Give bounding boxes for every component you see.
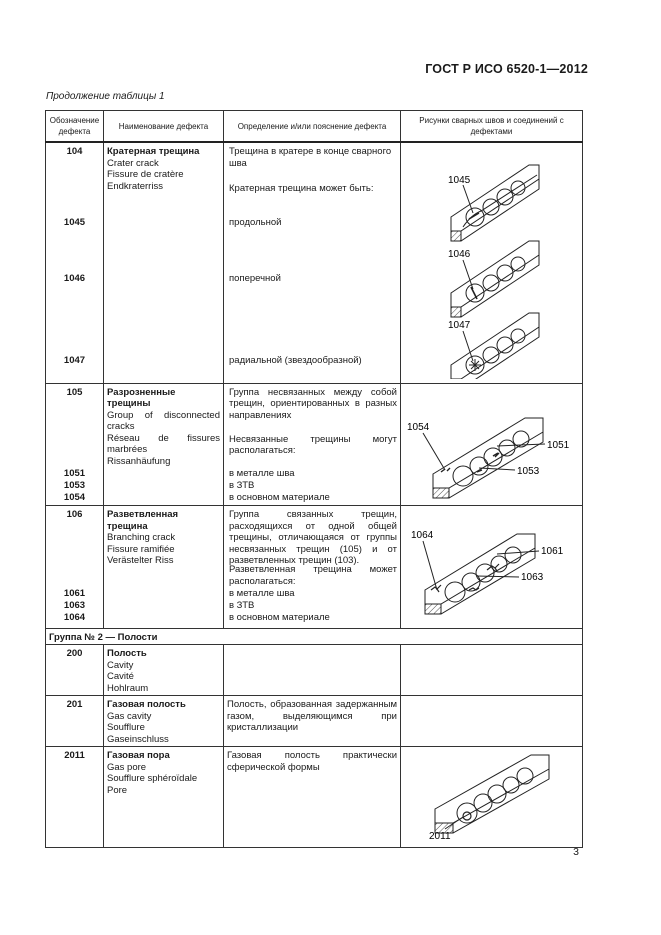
code-cell: [46, 142, 104, 383]
defect-code: 1047: [63, 355, 86, 366]
definition-text: Несвязанные трещины могут располагаться:: [229, 433, 397, 456]
weld-figure-crater-cracks: [401, 143, 583, 379]
defect-name-de: Endkraterriss: [107, 180, 163, 192]
table-row: [46, 506, 583, 629]
figure-cell: [401, 506, 583, 629]
definition-cell: [224, 696, 401, 747]
figure-label: 2011: [429, 831, 451, 842]
defect-code: 1045: [63, 217, 86, 228]
code-cell: [46, 383, 104, 506]
defect-code: 200: [66, 648, 83, 659]
figure-label: 1063: [521, 572, 544, 583]
defect-code: 1046: [63, 273, 86, 284]
table-caption: Продолжение таблицы 1: [46, 91, 165, 102]
defect-name-ru: Газовая полость: [107, 699, 186, 710]
table-row: [46, 142, 583, 383]
defect-code: 105: [66, 386, 83, 398]
defect-code: 2011: [64, 750, 85, 761]
definition-text: Трещина в кратере в конце сварного шва: [229, 146, 392, 169]
definition-text: поперечной: [229, 273, 281, 284]
group-header: Группа № 2 — Полости: [46, 628, 583, 645]
code-cell: [46, 506, 104, 629]
figure-cell: [401, 142, 583, 383]
standard-designation: ГОСТ Р ИСО 6520-1—2012: [425, 62, 588, 76]
defect-code: 1051: [63, 467, 86, 479]
figure-cell: [401, 696, 583, 747]
code-cell: [46, 696, 104, 747]
defect-name-ru: Газовая пора: [107, 750, 170, 761]
weld-drawing: [407, 418, 570, 498]
definition-text: в металле шва: [229, 588, 295, 599]
defect-name-fr: Soufflure sphéroïdale: [107, 773, 198, 784]
figure-label: 1051: [547, 439, 570, 451]
code-cell: [46, 645, 104, 696]
col-header-definition: Определение и/или пояснение дефекта: [224, 111, 401, 143]
defects-table: [45, 110, 583, 848]
defect-name-en: Crater crack: [107, 157, 159, 169]
definition-text: Разветвленная трещина может располагаться:: [229, 564, 397, 587]
weld-figure-branching-crack: [401, 506, 583, 624]
definition-text: в металле шва: [229, 467, 295, 479]
weld-drawing: [411, 530, 564, 614]
definition-text: в основном материале: [229, 491, 330, 503]
figure-cell: [401, 383, 583, 506]
defect-name-fr: Fissure ramifiée: [107, 543, 175, 555]
figure-label: 1045: [448, 175, 471, 186]
table-row: [46, 747, 583, 848]
defect-name-ru: Разрозненные трещины: [107, 386, 176, 409]
defect-name-en: Gas pore: [107, 761, 147, 773]
figure-label: 1053: [517, 465, 540, 477]
defect-name-de: Pore: [107, 784, 128, 796]
definition-cell: [224, 506, 401, 629]
figure-label: 1061: [541, 546, 564, 557]
definition-text: Группа несвязанных между собой трещин, ориентированных в разных направлениях: [229, 386, 397, 421]
figure-cell: [401, 747, 583, 848]
col-header-name: Наименование дефекта: [104, 111, 224, 143]
weld-figure-gas-pore: [401, 747, 583, 843]
table-row: [46, 696, 583, 747]
definition-text: в основном материале: [229, 612, 330, 623]
page-number: 3: [573, 846, 579, 858]
name-cell: [104, 696, 224, 747]
defect-code: 106: [66, 509, 83, 520]
table-header-row: [46, 111, 583, 143]
definition-cell: [224, 142, 401, 383]
definition-text: Полость, образованная задержанным газом, выделяющимся при кристаллизации: [227, 699, 397, 733]
defect-name-fr: Soufflure: [107, 722, 145, 733]
defect-name-de: Rissanhäufung: [107, 455, 171, 467]
table-row: [46, 645, 583, 696]
defect-name-fr: Réseau de fissures marbrées: [107, 432, 220, 455]
definition-text: Группа связанных трещин, расходящихся от одной общей трещины, отличающаяся от группы несвязанных трещин (105) и от разветвленных трещин (103).: [229, 509, 397, 566]
definition-cell: [224, 383, 401, 506]
definition-text: продольной: [229, 217, 282, 228]
defect-code: 1064: [63, 612, 86, 623]
defect-code: 1061: [63, 588, 86, 599]
name-cell: [104, 747, 224, 848]
weld-drawing: [448, 165, 539, 379]
definition-text: радиальной (звездообразной): [229, 355, 362, 366]
figure-label: 1064: [411, 530, 434, 541]
figure-label: 1047: [448, 320, 471, 331]
code-cell: [46, 747, 104, 848]
defect-name-ru: Полость: [107, 648, 147, 659]
defect-name-en: Cavity: [107, 659, 134, 671]
defect-name-en: Group of disconnected cracks: [107, 409, 220, 432]
definition-text: Газовая полость практически сферической формы: [227, 750, 397, 773]
figure-label: 1046: [448, 249, 471, 260]
col-header-designation: Обозначение дефекта: [46, 111, 104, 143]
defect-name-fr: Fissure de cratère: [107, 169, 184, 180]
defect-code: 1053: [63, 479, 86, 491]
definition-cell: [224, 645, 401, 696]
name-cell: [104, 142, 224, 383]
defect-name-de: Gaseinschluss: [107, 733, 169, 745]
defect-name-de: Hohlraum: [107, 682, 149, 694]
defect-code: 104: [66, 146, 83, 157]
definition-text: в ЗТВ: [229, 479, 255, 491]
defect-name-en: Branching crack: [107, 532, 176, 543]
col-header-figures: Рисунки сварных швов и соединений с дефектами: [401, 111, 583, 143]
figure-cell: [401, 645, 583, 696]
defect-code: 1063: [63, 600, 86, 611]
defect-name-fr: Cavité: [107, 671, 134, 682]
defect-code: 201: [66, 699, 83, 710]
weld-drawing: [429, 755, 549, 842]
defect-name-ru: Разветвленная трещина: [107, 509, 179, 532]
name-cell: [104, 645, 224, 696]
defect-name-ru: Кратерная трещина: [107, 146, 200, 157]
definition-cell: [224, 747, 401, 848]
weld-figure-disconnected-cracks: [401, 384, 583, 502]
table-row: [46, 383, 583, 506]
defect-code: 1054: [63, 491, 86, 503]
defect-name-de: Verästelter Riss: [107, 555, 174, 566]
defect-name-en: Gas cavity: [107, 710, 152, 722]
figure-label: 1054: [407, 421, 430, 433]
table-row: [46, 628, 583, 645]
name-cell: [104, 506, 224, 629]
definition-text: в ЗТВ: [229, 600, 255, 611]
name-cell: [104, 383, 224, 506]
definition-text: Кратерная трещина может быть:: [229, 183, 374, 194]
